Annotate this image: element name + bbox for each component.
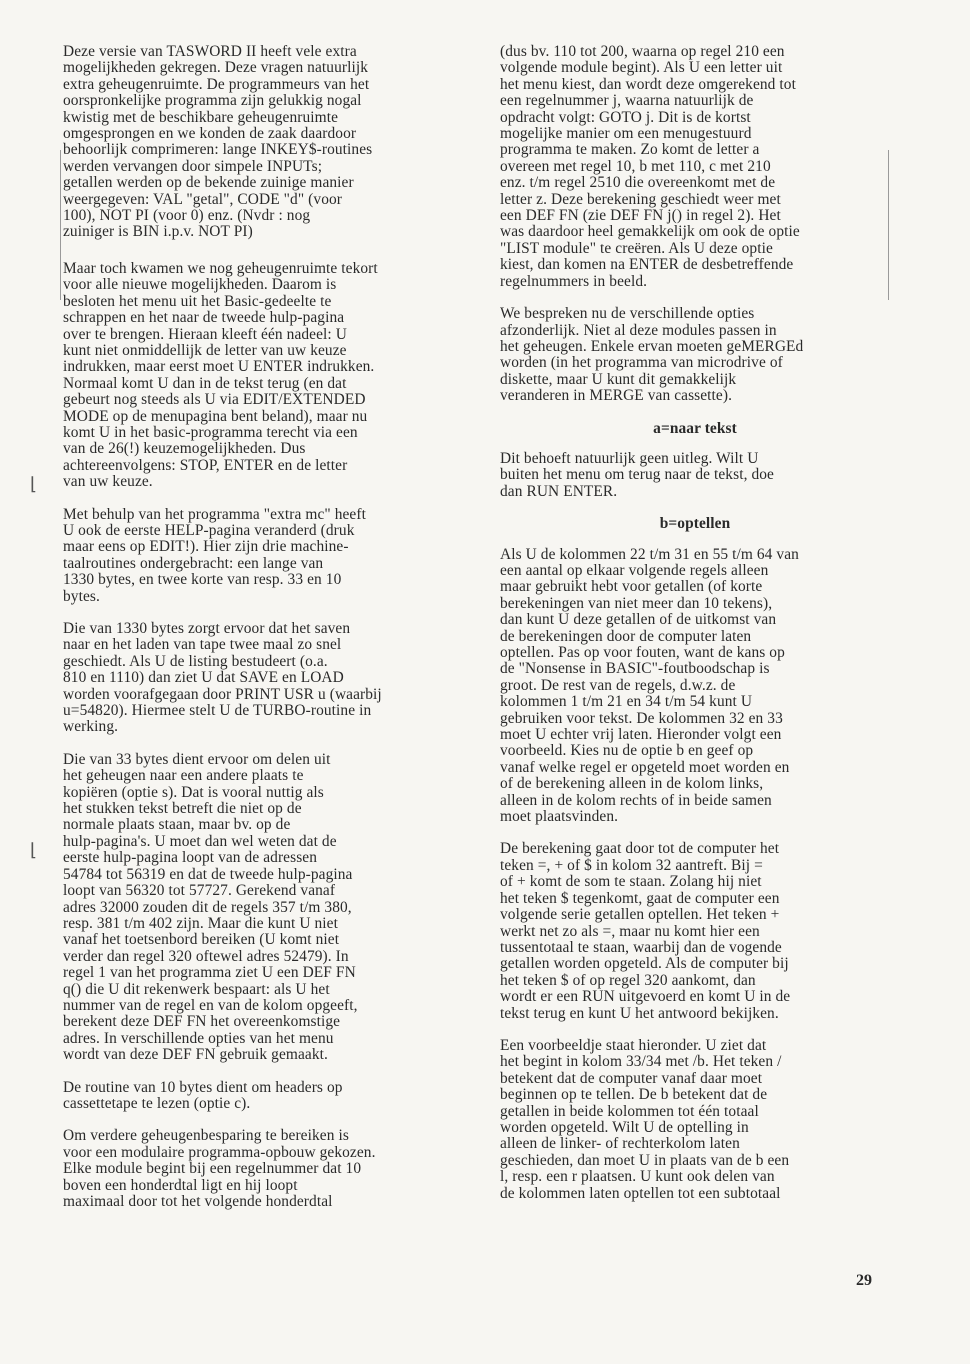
margin-hook-mark: ⌊ (30, 840, 38, 861)
box-divider-line (888, 150, 889, 300)
paragraph: De routine van 10 bytes dient om headers op cassettetape te lezen (optie c). (63, 1078, 343, 1112)
paragraph: Met behulp van het programma "extra mc" heeft U ook de eerste HELP-pagina veranderd (druk maar eens op EDIT!). Hier zijn drie machine- taalroutines ondergebracht: een lange van 1330 bytes, en twee korte van resp. 33 en 10 bytes. (63, 505, 366, 605)
section-heading-a: a=naar tekst (653, 419, 737, 437)
margin-hook-mark: ⌊ (30, 474, 38, 495)
paragraph: Deze versie van TASWORD II heeft vele extra mogelijkheden gekregen. Deze vragen natuurlijk extra geheugenruimte. De programmeurs van het oorspronkelijke programma zijn gelukkig nogal kwistig met de beschikbare geheugenruimte omgesprongen en we konden de zaak daardoor behoorlijk comprimeren: lange INKEY$-routines werden vervangen door simpele INPUTs; getallen werden op de bekende zuinige manier weergegeven: VAL "getal", CODE "d" (voor 100), NOT PI (voor 0) enz. (Nvdr : nog zuiniger is BIN i.p.v. NOT PI) (63, 43, 373, 241)
paragraph: Die van 1330 bytes zorgt ervoor dat het saven naar en het laden van tape twee maal zo snel geschiedt. Als U de listing bestudeert (o.a. 810 en 1110) dan ziet U dat SAVE en LOAD worden voorafgegaan door PRINT USR u (waarbij u=54820). Hiermee stelt U de TURBO-routine in werking. (63, 620, 382, 736)
left-column (63, 44, 449, 1226)
right-column (500, 44, 890, 1218)
paragraph: Een voorbeeldje staat hieronder. U ziet dat het begint in kolom 33/34 met /b. Het teken / betekent dat de computer vanaf daar moet beginnen op te tellen. De b betekent dat de getallen in beide kolommen tot één totaal worden opgeteld. Wilt U de optelling in alleen de linker- of rechterkolom laten geschieden, dan moet U in plaats van de b een l, resp. een r plaatsen. U kunt ook delen van de kolommen laten optellen tot een subtotaal (500, 1036, 790, 1202)
paragraph: Dit behoeft natuurlijk geen uitleg. Wilt U buiten het menu om terug naar de tekst, doe dan RUN ENTER. (500, 449, 774, 500)
paragraph: De berekening gaat door tot de computer het teken =, + of $ in kolom 32 aantreft. Bij = of + komt de som te staan. Zolang hij niet het teken $ tegenkomt, gaat de computer een volgende serie getallen optellen. Het teken + werkt net zo als =, maar nu komt hier een tussentotaal te staan, waarbij dan de vogende getallen worden opgeteld. Als de computer bij het teken $ of op regel 320 aankomt, dan wordt er een RUN uitgevoerd en komt U in de tekst terug en kunt U het antwoord bekijken. (500, 840, 791, 1022)
paragraph: Maar toch kwamen we nog geheugenruimte tekort voor alle nieuwe mogelijkheden. Daarom is besloten het menu uit het Basic-gedeelte te schrappen en het naar de tweede hulp-pagina over te brengen. Hieraan kleeft één nadeel: U kunt niet onmiddellijk de letter van uw keuze indrukken, maar eerst moet U ENTER indrukken. Normaal komt U dan in de tekst terug (en dat gebeurt nog steeds als U via EDIT/EXTENDED MODE op de menupagina bent beland), maar nu komt U in het basic-programma terecht via een van de 26(!) keuzemogelijkheden. Dus achtereenvolgens: STOP, ENTER en de letter van uw keuze. (63, 259, 378, 491)
box-divider-line (60, 150, 61, 300)
paragraph: Om verdere geheugenbesparing te bereiken is voor een modulaire programma-opbouw gekozen. Elke module begint bij een regelnummer dat 10 boven een honderdtal ligt en hij loopt maximaal door tot het volgende honderdtal (63, 1127, 376, 1210)
paragraph: Die van 33 bytes dient ervoor om delen uit het geheugen naar een andere plaats te kopiëren (optie s). Dat is vooral nuttig als het stukken tekst betreft die niet op de normale plaats staan, maar bv. op de hulp-pagina's. U moet dan wel weten dat de eerste hulp-pagina loopt van de adressen 54784 tot 56319 en dat de tweede hulp-pagina loopt van 56320 tot 57727. Gerekend vanaf adres 32000 zouden dit de regels 357 t/m 380, resp. 381 t/m 402 zijn. Maar die kunt U niet vanaf het toetsenbord bereiken (U komt niet verder dan regel 320 oftewel adres 52479). In regel 1 van het programma ziet U een DEF FN q() die U dit rekenwerk bespaart: als U het nummer van de regel en van de kolom opgeeft, berekent deze DEF FN het overeenkomstige adres. In verschillende opties van het menu wordt van deze DEF FN gebruik gemaakt. (63, 750, 358, 1064)
page-number: 29 (856, 1272, 872, 1289)
section-heading-b: b=optellen (659, 515, 731, 533)
paragraph: Als U de kolommen 22 t/m 31 en 55 t/m 64 van een aantal op elkaar volgende regels alleen maar gebruikt hebt voor getallen (of korte berekeningen van niet meer dan 10 tekens), dan kunt U deze getallen of de uitkomst van de berekeningen door de computer laten optellen. Pas op voor fouten, want de kans op de "Nonsense in BASIC"-foutboodschap is groot. De rest van de regels, d.w.z. de kolommen 1 t/m 21 en 34 t/m 54 kunt U gebruiken voor tekst. De kolommen 32 en 33 moet U echter vrij laten. Hieronder volgt een voorbeeld. Kies nu de optie b en geef op vanaf welke regel er opgeteld moet worden en of de berekening alleen in de kolom links, alleen in de kolom rechts of in beide samen moet plaatsvinden. (500, 545, 799, 826)
paragraph: (dus bv. 110 tot 200, waarna op regel 210 een volgende module begint). Als U een letter uit het menu kiest, dan wordt deze omgerekend tot een regelnummer j, waarna natuurlijk de opdracht volgt: GOTO j. Dit is de kortst mogelijke manier om een menugestuurd programma te maken. Zo komt de letter a overeen met regel 10, b met 110, c met 210 enz. t/m regel 2510 die overeenkomt met de letter z. Deze berekening geschiedt weer met een DEF FN (zie DEF FN j() in regel 2). Het was daardoor heel gemakkelijk om ook de optie "LIST module" te creëren. Als U deze optie kiest, dan komen na ENTER de desbetreffende regelnummers in beeld. (500, 43, 800, 290)
paragraph: We bespreken nu de verschillende opties afzonderlijk. Niet al deze modules passen in het geheugen. Enkele ervan moeten geMERGEd worden (in het programma van microdrive of diskette, maar U kunt dit gemakkelijk veranderen in MERGE van cassette). (500, 305, 804, 405)
